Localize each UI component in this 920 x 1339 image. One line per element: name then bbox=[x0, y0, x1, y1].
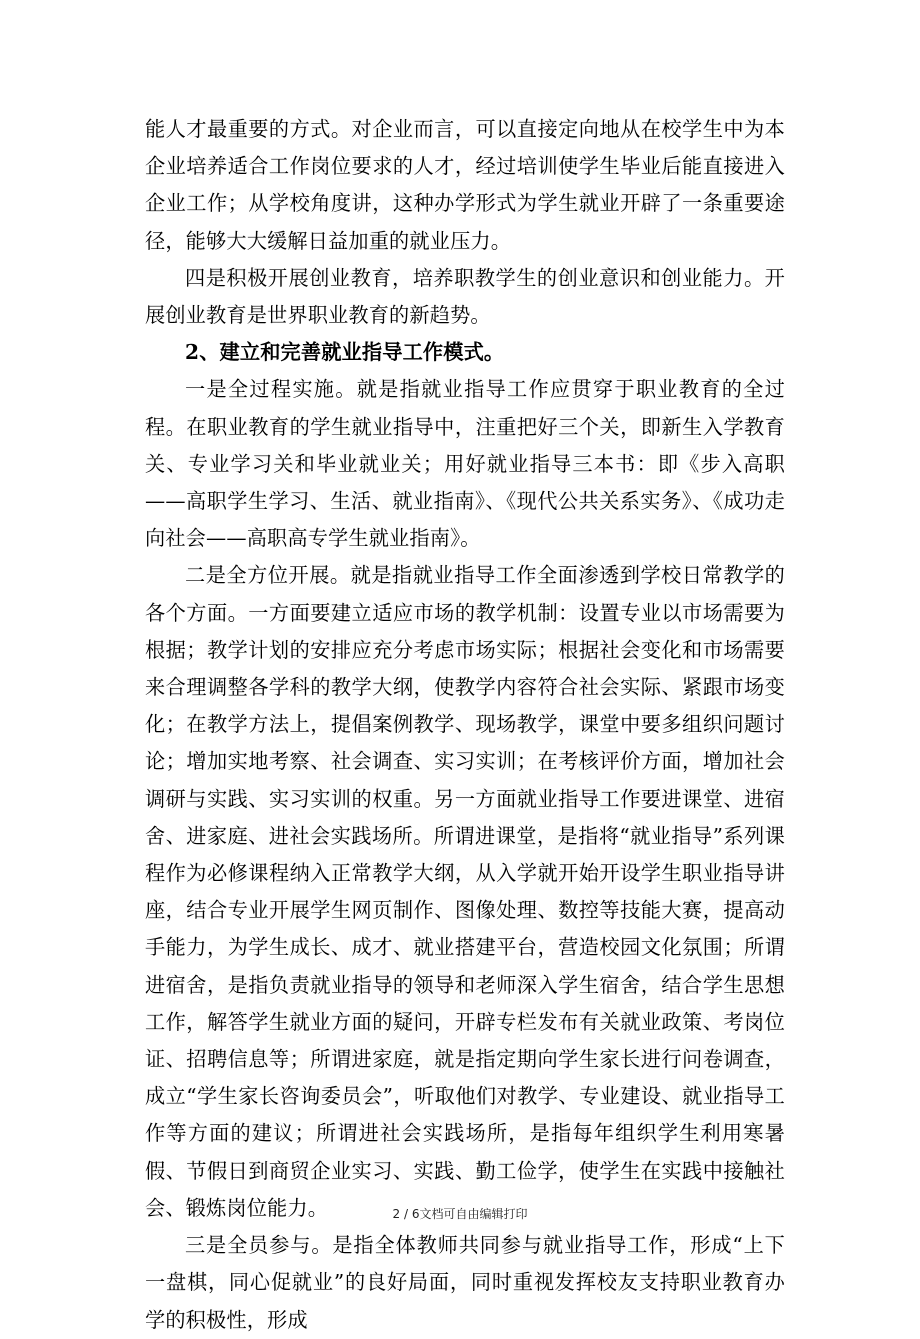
paragraph-5: 三是全员参与。是指全体教师共同参与就业指导工作，形成“上下一盘棋，同心促就业”的良好局面，同时重视发挥校友支持职业教育办学的积极性，形成 bbox=[145, 1233, 785, 1332]
section-heading: 2、建立和完善就业指导工作模式。 bbox=[185, 340, 505, 365]
paragraph-4: 二是全方位开展。就是指就业指导工作全面渗透到学校日常教学的各个方面。一方面要建立适应市场的教学机制：设置专业以市场需要为根据；教学计划的安排应充分考虑市场实际；根据社会变化和市场需要来合理调整各学科的教学大纲，使教学内容符合社会实际、紧跟市场变化；在教学方法上，提倡案例教学、现场教学，课堂中要多组织问题讨论；增加实地考察、社会调查、实习实训；在考核评价方面，增加社会调研与实践、实习实训的权重。另一方面就业指导工作要进课堂、进宿舍、进家庭、进社会实践场所。所谓进课堂，是指将“就业指导”系列课程作为必修课程纳入正常教学大纲，从入学就开始开设学生职业指导讲座，结合专业开展学生网页制作、图像处理、数控等技能大赛，提高动手能力，为学生成长、成才、就业搭建平台，营造校园文化氛围；所谓进宿舍，是指负责就业指导的领导和老师深入学生宿舍，结合学生思想工作，解答学生就业方面的疑问，开辟专栏发布有关就业政策、考岗位证、招聘信息等；所谓进家庭，就是指定期向学生家长进行问卷调查，成立“学生家长咨询委员会”，听取他们对教学、专业建设、就业指导工作等方面的建议；所谓进社会实践场所，是指每年组织学生利用寒暑假、节假日到商贸企业实习、实践、勤工俭学，使学生在实践中接触社会、锻炼岗位能力。 bbox=[145, 563, 785, 1220]
paragraph-2: 四是积极开展创业教育，培养职教学生的创业意识和创业能力。开展创业教育是世界职业教育的新趋势。 bbox=[145, 265, 785, 328]
document-body bbox=[145, 111, 785, 1339]
page-footer: 2 / 6文档可自由编辑打印 bbox=[392, 1207, 528, 1221]
paragraph-3: 一是全过程实施。就是指就业指导工作应贯穿于职业教育的全过程。在职业教育的学生就业指导中，注重把好三个关，即新生入学教育关、专业学习关和毕业就业关；用好就业指导三本书：即《步入高职——高职学生学习、生活、就业指南》、《现代公共关系实务》、《成功走向社会——高职高专学生就业指南》。 bbox=[145, 377, 785, 551]
paragraph-1: 能人才最重要的方式。对企业而言，可以直接定向地从在校学生中为本企业培养适合工作岗位要求的人才，经过培训使学生毕业后能直接进入企业工作；从学校角度讲，这种办学形式为学生就业开辟了一条重要途径，能够大大缓解日益加重的就业压力。 bbox=[145, 117, 785, 253]
